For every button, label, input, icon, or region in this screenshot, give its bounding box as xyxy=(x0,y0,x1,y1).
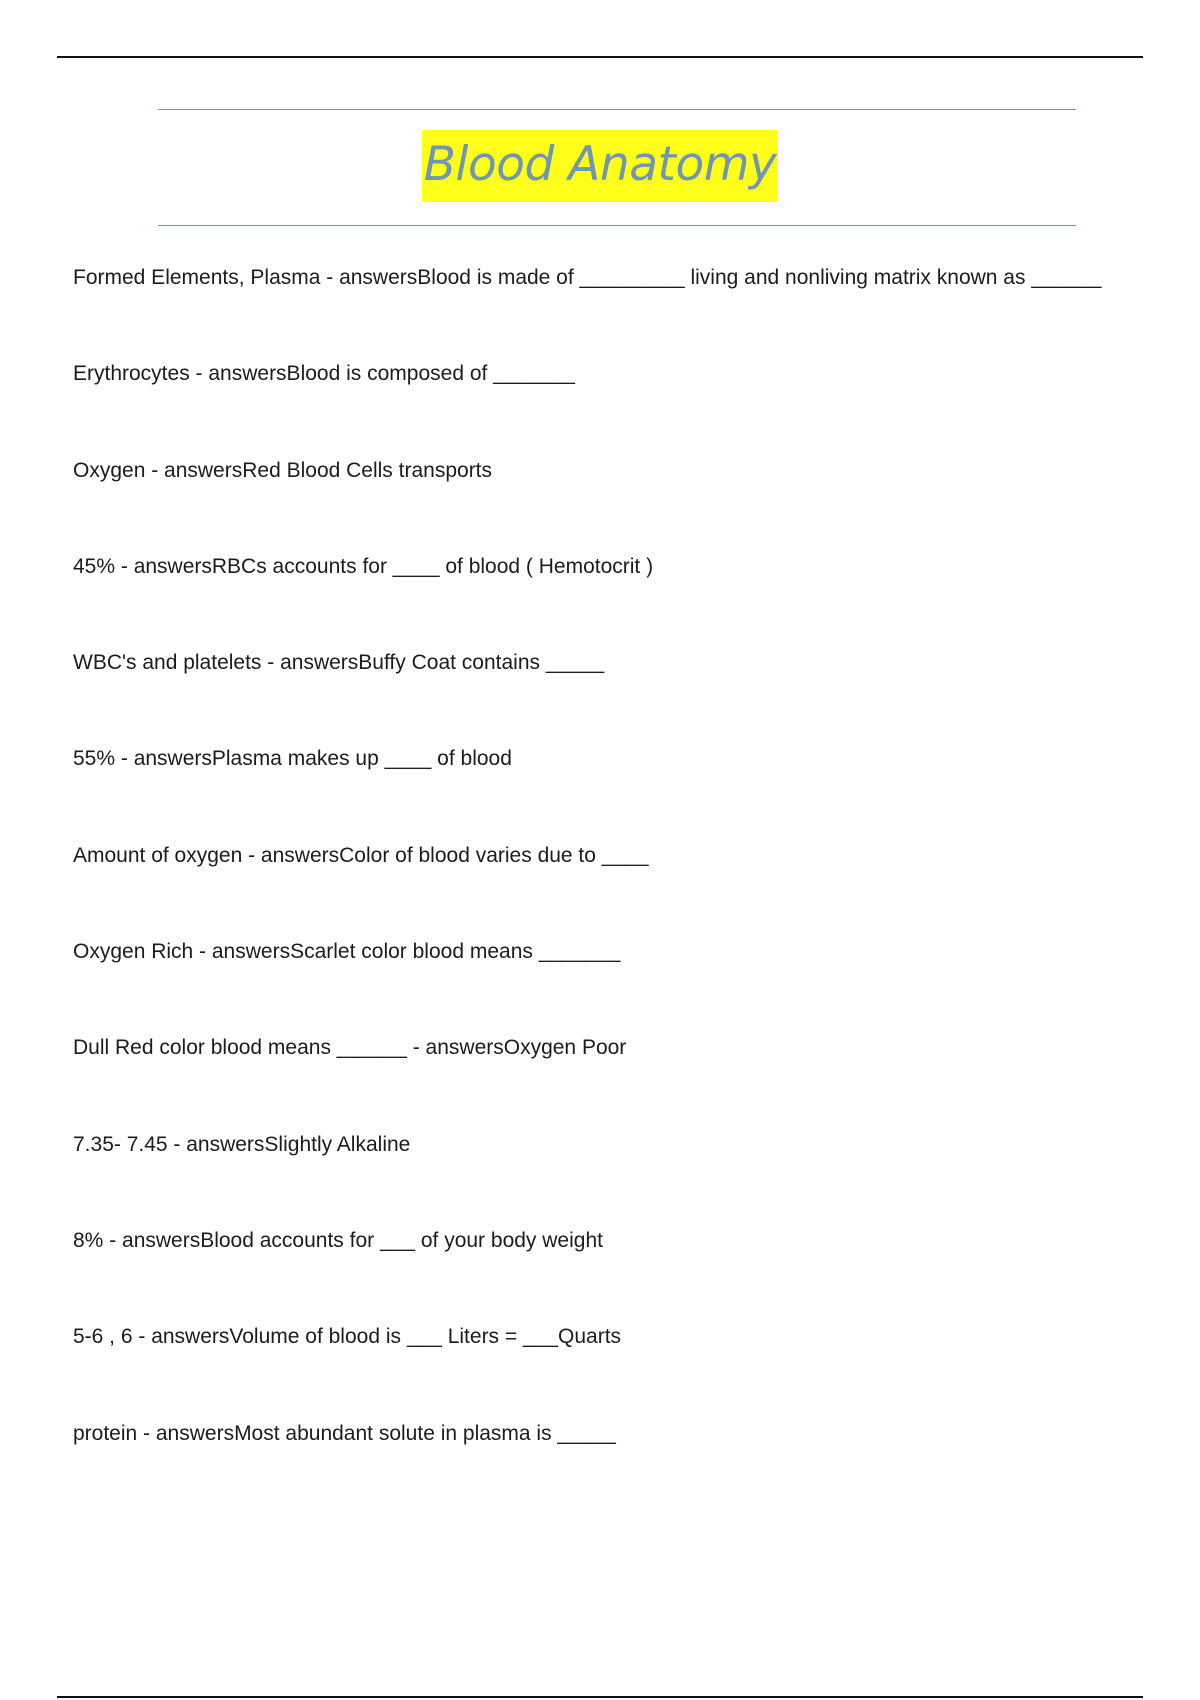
flashcard-item: WBC's and platelets - answersBuffy Coat contains _____ xyxy=(73,651,605,675)
flashcard-item: 55% - answersPlasma makes up ____ of blood xyxy=(73,747,512,771)
flashcard-item: Erythrocytes - answersBlood is composed of _______ xyxy=(73,362,575,386)
flashcard-item: Amount of oxygen - answersColor of blood varies due to ____ xyxy=(73,843,649,867)
title-lower-rule xyxy=(158,225,1076,226)
flashcard-list xyxy=(73,262,1153,1514)
flashcard-item: protein - answersMost abundant solute in plasma is _____ xyxy=(73,1421,616,1445)
page-bottom-rule xyxy=(57,1696,1143,1698)
title-block xyxy=(0,130,1200,202)
flashcard-item: 8% - answersBlood accounts for ___ of your body weight xyxy=(73,1228,603,1252)
flashcard-item: 7.35- 7.45 - answersSlightly Alkaline xyxy=(73,1132,411,1156)
flashcard-item: Dull Red color blood means ______ - answersOxygen Poor xyxy=(73,1036,627,1060)
page-top-rule xyxy=(57,56,1143,58)
page-title: Blood Anatomy xyxy=(422,130,779,202)
flashcard-item: Formed Elements, Plasma - answersBlood is made of _________ living and nonliving matrix known as ______ xyxy=(73,266,1102,289)
flashcard-item: Oxygen - answersRed Blood Cells transports xyxy=(73,458,493,482)
flashcard-item: Oxygen Rich - answersScarlet color blood means _______ xyxy=(73,940,621,964)
flashcard-item: 45% - answersRBCs accounts for ____ of blood ( Hemotocrit ) xyxy=(73,554,654,578)
flashcard-item: 5-6 , 6 - answersVolume of blood is ___ Liters = ___Quarts xyxy=(73,1325,622,1349)
title-upper-rule xyxy=(158,109,1076,110)
